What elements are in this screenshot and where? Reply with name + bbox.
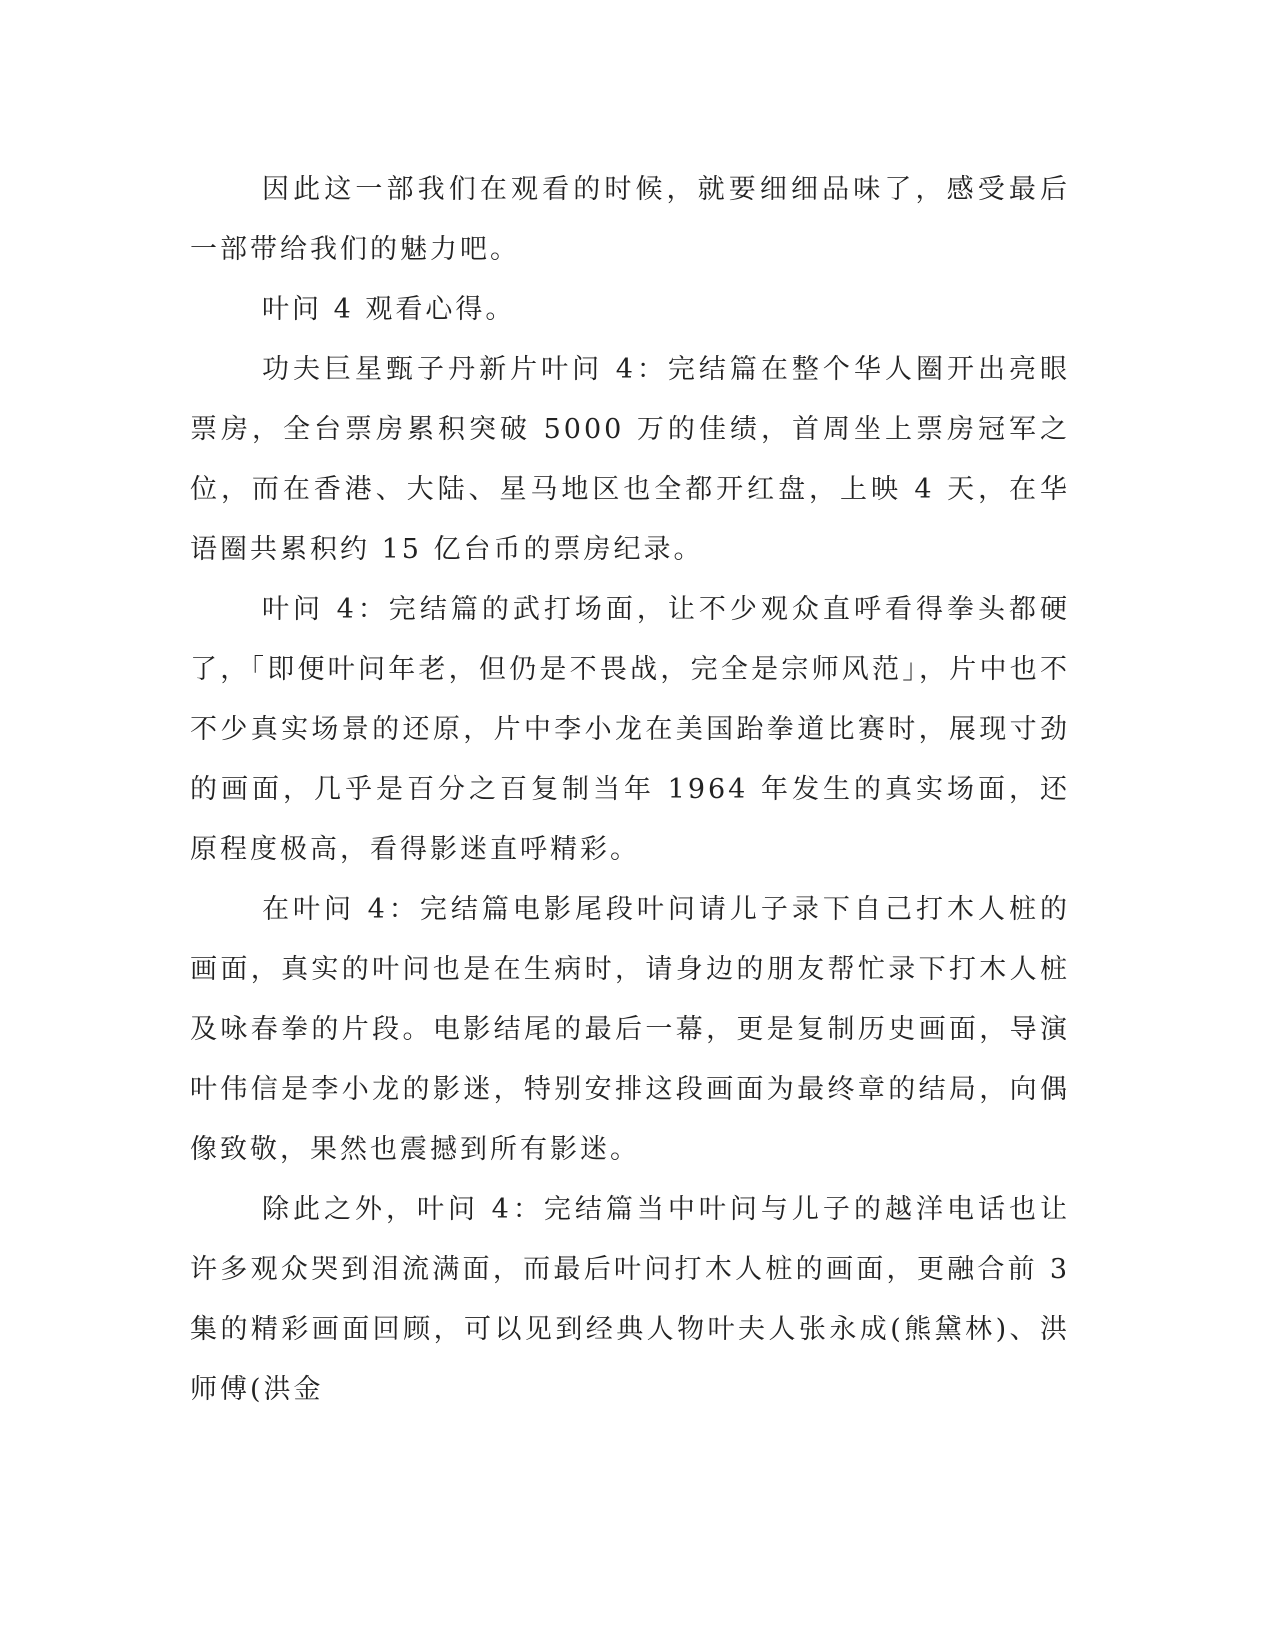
paragraph-3: 功夫巨星甄子丹新片叶问 4：完结篇在整个华人圈开出亮眼票房，全台票房累积突破 5000 万的佳绩，首周坐上票房冠军之位，而在香港、大陆、星马地区也全都开红盘，上映 4 天，在华语圈共累积约 15 亿台币的票房纪录。 bbox=[190, 354, 1070, 565]
paragraph-2: 叶问 4 观看心得。 bbox=[262, 294, 516, 325]
paragraph-1: 因此这一部我们在观看的时候，就要细细品味了，感受最后一部带给我们的魅力吧。 bbox=[190, 174, 1070, 265]
paragraph-5: 在叶问 4：完结篇电影尾段叶问请儿子录下自己打木人桩的画面，真实的叶问也是在生病时，请身边的朋友帮忙录下打木人桩及咏春拳的片段。电影结尾的最后一幕，更是复制历史画面，导演叶伟信是李小龙的影迷，特别安排这段画面为最终章的结局，向偶像致敬，果然也震撼到所有影迷。 bbox=[190, 894, 1070, 1165]
document-body bbox=[190, 160, 1070, 1420]
paragraph-4: 叶问 4：完结篇的武打场面，让不少观众直呼看得拳头都硬了，「即便叶问年老，但仍是不畏战，完全是宗师风范」，片中也不不少真实场景的还原，片中李小龙在美国跆拳道比赛时，展现寸劲的画面，几乎是百分之百复制当年 1964 年发生的真实场面，还原程度极高，看得影迷直呼精彩。 bbox=[190, 594, 1070, 865]
paragraph-6: 除此之外，叶问 4：完结篇当中叶问与儿子的越洋电话也让许多观众哭到泪流满面，而最后叶问打木人桩的画面，更融合前 3 集的精彩画面回顾，可以见到经典人物叶夫人张永成(熊黛林)、洪师傅(洪金 bbox=[190, 1194, 1070, 1405]
